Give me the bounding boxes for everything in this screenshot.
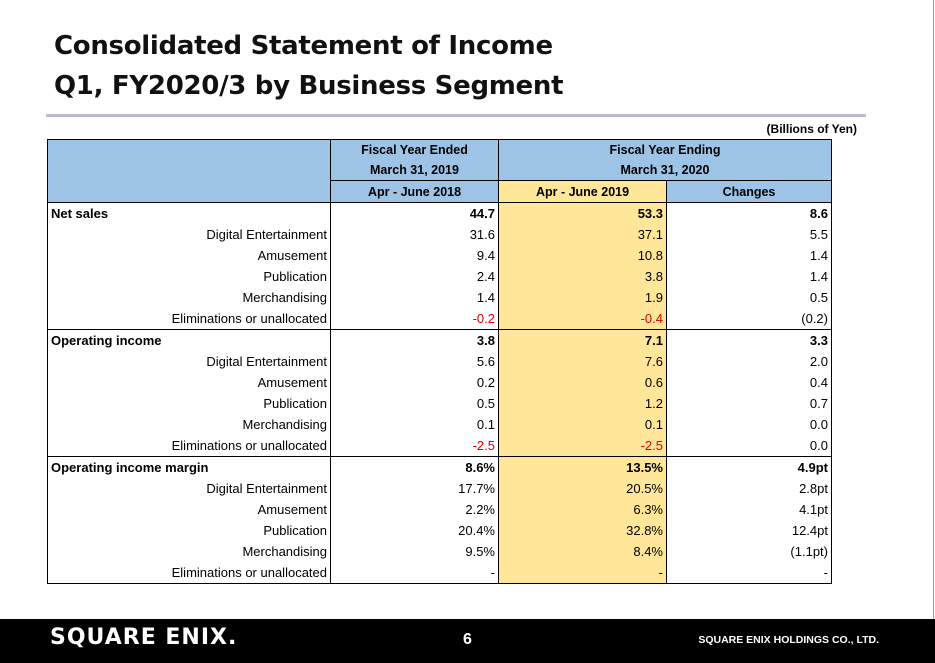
value-2018: 44.7 [331,203,499,225]
value-2018: -0.2 [331,308,499,330]
table-row [48,393,832,414]
value-2018: 0.5 [331,393,499,414]
row-label: Eliminations or unallocated [48,562,331,584]
unit-note: (Billions of Yen) [766,122,857,136]
value-change: 3.3 [667,330,832,352]
row-label: Digital Entertainment [48,224,331,245]
value-2019: -0.4 [499,308,667,330]
row-label: Operating income margin [48,457,331,479]
value-2019: 8.4% [499,541,667,562]
value-2019: 3.8 [499,266,667,287]
header-fy2020-top: Fiscal Year Ending [609,143,721,157]
row-label: Digital Entertainment [48,478,331,499]
value-change: 1.4 [667,245,832,266]
value-2018: - [331,562,499,584]
value-2019: 20.5% [499,478,667,499]
row-label: Amusement [48,245,331,266]
row-label: Publication [48,520,331,541]
row-label: Merchandising [48,287,331,308]
title-line-1: Consolidated Statement of Income [54,31,553,61]
value-2018: 8.6% [331,457,499,479]
table-row [48,308,832,330]
value-2019: 10.8 [499,245,667,266]
value-2019: - [499,562,667,584]
value-2019: 37.1 [499,224,667,245]
value-2019: -2.5 [499,435,667,457]
row-label: Amusement [48,372,331,393]
value-change: 8.6 [667,203,832,225]
value-change: (1.1pt) [667,541,832,562]
row-label: Eliminations or unallocated [48,308,331,330]
value-change: (0.2) [667,308,832,330]
table-row [48,499,832,520]
row-label: Operating income [48,330,331,352]
value-change: 12.4pt [667,520,832,541]
header-fy2020 [499,140,832,181]
value-change: - [667,562,832,584]
header-changes: Changes [667,181,832,203]
value-2018: 2.4 [331,266,499,287]
value-change: 4.1pt [667,499,832,520]
table-row [48,266,832,287]
table-row [48,457,832,479]
income-table [47,139,832,584]
value-change: 0.0 [667,435,832,457]
table-row [48,520,832,541]
slide-title [54,26,563,106]
header-fy2019 [331,140,499,181]
table-row [48,414,832,435]
table-row [48,330,832,352]
table-row [48,351,832,372]
title-divider [46,114,866,117]
value-2018: 31.6 [331,224,499,245]
table-row [48,435,832,457]
header-period-2018: Apr - June 2018 [331,181,499,203]
value-change: 1.4 [667,266,832,287]
row-label: Eliminations or unallocated [48,435,331,457]
value-2018: 1.4 [331,287,499,308]
value-2018: 17.7% [331,478,499,499]
row-label: Digital Entertainment [48,351,331,372]
value-2019: 32.8% [499,520,667,541]
value-2019: 6.3% [499,499,667,520]
page-number: 6 [463,631,472,648]
value-change: 5.5 [667,224,832,245]
row-label: Publication [48,393,331,414]
value-2019: 7.6 [499,351,667,372]
row-label: Merchandising [48,541,331,562]
value-change: 0.5 [667,287,832,308]
value-2019: 0.6 [499,372,667,393]
table-row [48,224,832,245]
value-2019: 1.2 [499,393,667,414]
table-row [48,372,832,393]
company-name: SQUARE ENIX HOLDINGS CO., LTD. [698,634,879,646]
value-change: 4.9pt [667,457,832,479]
value-2018: 20.4% [331,520,499,541]
value-2018: 2.2% [331,499,499,520]
title-line-2: Q1, FY2020/3 by Business Segment [54,71,564,101]
value-2019: 7.1 [499,330,667,352]
income-table-body [48,203,832,584]
value-2019: 53.3 [499,203,667,225]
value-2018: 9.5% [331,541,499,562]
value-2018: 3.8 [331,330,499,352]
row-label: Net sales [48,203,331,225]
value-2018: 0.2 [331,372,499,393]
value-2019: 1.9 [499,287,667,308]
table-row [48,478,832,499]
value-2019: 13.5% [499,457,667,479]
header-fy2019-date: March 31, 2019 [370,163,459,177]
footer-bar [0,619,935,663]
row-label: Publication [48,266,331,287]
table-row [48,287,832,308]
value-2018: 9.4 [331,245,499,266]
value-change: 0.4 [667,372,832,393]
value-2018: 5.6 [331,351,499,372]
row-label: Merchandising [48,414,331,435]
value-2019: 0.1 [499,414,667,435]
header-period-2019: Apr - June 2019 [499,181,667,203]
header-fy2020-date: March 31, 2020 [620,163,710,177]
value-change: 0.0 [667,414,832,435]
value-change: 0.7 [667,393,832,414]
square-enix-logo: SQUARE ENIX. [50,625,238,650]
table-row [48,245,832,266]
header-fy2019-top: Fiscal Year Ended [361,143,468,157]
value-change: 2.8pt [667,478,832,499]
row-label: Amusement [48,499,331,520]
table-row [48,203,832,225]
header-blank [48,140,331,203]
value-2018: 0.1 [331,414,499,435]
table-row [48,562,832,584]
table-row [48,541,832,562]
value-change: 2.0 [667,351,832,372]
value-2018: -2.5 [331,435,499,457]
